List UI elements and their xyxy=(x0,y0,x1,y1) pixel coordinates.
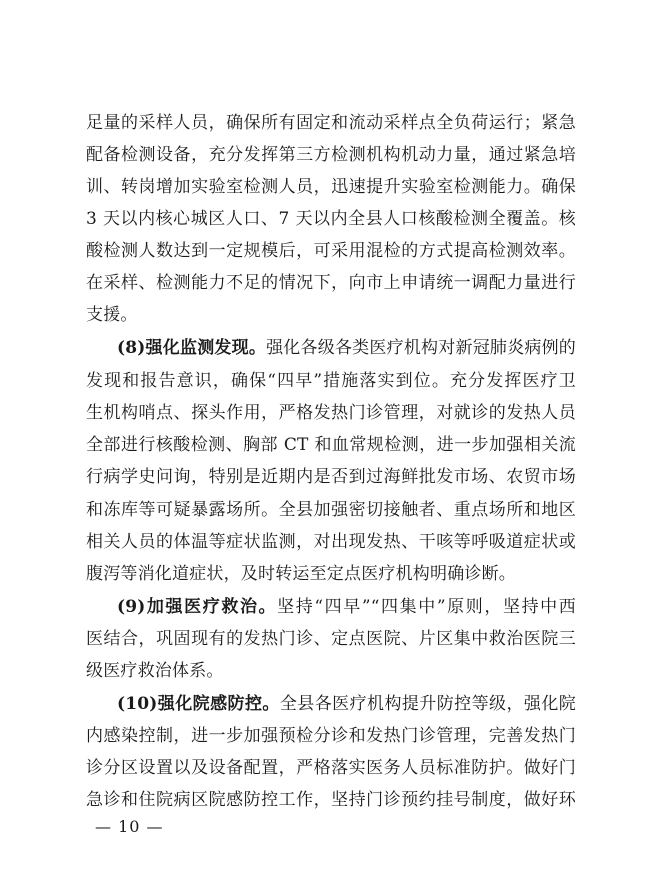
text-line xyxy=(86,526,576,558)
paragraph-8-first-line xyxy=(117,332,576,364)
text-line xyxy=(86,623,576,655)
line-text: 酸检测人数达到一定规模后，可采用混检的方式提高检测效率。 xyxy=(86,241,576,261)
line-text: 训、转岗增加实验室检测人员，迅速提升实验室检测能力。确保 xyxy=(86,177,576,197)
line-text: 全部进行核酸检测、胸部 CT 和血常规检测，进一步加强相关流 xyxy=(86,435,576,455)
text-line xyxy=(86,107,576,139)
text-line xyxy=(86,235,576,267)
section-heading-10: (10)强化院感防控。 xyxy=(117,694,280,714)
line-text: 足量的采样人员，确保所有固定和流动采样点全负荷运行；紧急 xyxy=(86,113,576,133)
text-line xyxy=(86,397,576,429)
text-line xyxy=(86,171,576,203)
text-line xyxy=(86,461,576,493)
text-line xyxy=(86,558,576,590)
line-text: 腹泻等消化道症状，及时转运至定点医疗机构明确诊断。 xyxy=(86,564,516,584)
line-text: 内感染控制，进一步加强预检分诊和发热门诊管理，完善发热门 xyxy=(86,726,576,746)
line-text: 配备检测设备，充分发挥第三方检测机构机动力量，通过紧急培 xyxy=(86,145,576,165)
line-text: 坚持“四早”“四集中”原则，坚持中西 xyxy=(277,597,576,617)
line-text: 3 天以内核心城区人口、7 天以内全县人口核酸检测全覆盖。核 xyxy=(86,209,576,229)
text-line xyxy=(86,267,576,299)
text-line xyxy=(86,720,576,752)
paragraph-10-first-line xyxy=(117,688,576,720)
line-text: 和冻库等可疑暴露场所。全县加强密切接触者、重点场所和地区 xyxy=(86,500,576,520)
line-text: 发现和报告意识，确保“四早”措施落实到位。充分发挥医疗卫 xyxy=(86,371,576,391)
section-heading-9: (9)加强医疗救治。 xyxy=(117,597,278,617)
line-text: 全县各医疗机构提升防控等级，强化院 xyxy=(279,694,576,714)
line-text: 诊分区设置以及设备配置，严格落实医务人员标准防护。做好门 xyxy=(86,758,576,778)
line-text: 在采样、检测能力不足的情况下，向市上申请统一调配力量进行 xyxy=(86,273,576,293)
text-line xyxy=(86,494,576,526)
line-text: 强化各级各类医疗机构对新冠肺炎病例的 xyxy=(266,338,576,358)
text-line xyxy=(86,139,576,171)
line-text: 急诊和住院病区院感防控工作，坚持门诊预约挂号制度，做好环 xyxy=(86,790,576,810)
text-line xyxy=(86,299,576,331)
paragraph-9-first-line xyxy=(117,591,576,623)
text-line xyxy=(86,784,576,816)
line-text: 行病学史问询，特别是近期内是否到过海鲜批发市场、农贸市场 xyxy=(86,467,576,487)
section-heading-8: (8)强化监测发现。 xyxy=(117,338,267,358)
line-text: 相关人员的体温等症状监测，对出现发热、干咳等呼吸道症状或 xyxy=(86,532,576,552)
text-line xyxy=(86,429,576,461)
text-line xyxy=(86,203,576,235)
line-text: 生机构哨点、探头作用，严格发热门诊管理，对就诊的发热人员 xyxy=(86,403,576,423)
line-text: 医结合，巩固现有的发热门诊、定点医院、片区集中救治医院三 xyxy=(86,629,576,649)
text-line xyxy=(86,752,576,784)
text-line xyxy=(86,365,576,397)
page-number: — 10 — xyxy=(95,817,164,836)
text-line xyxy=(86,655,576,687)
line-text: 支援。 xyxy=(86,305,138,325)
line-text: 级医疗救治体系。 xyxy=(86,661,224,681)
